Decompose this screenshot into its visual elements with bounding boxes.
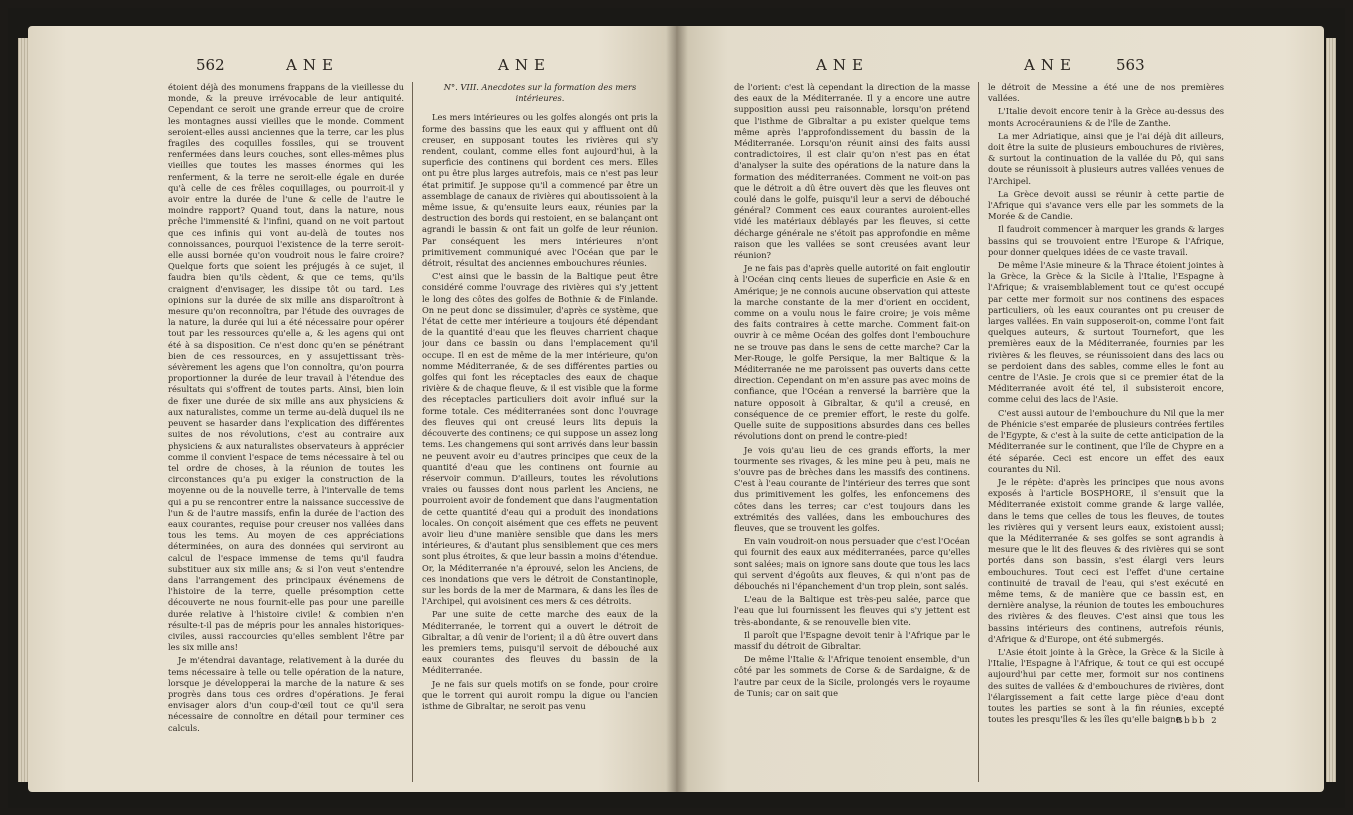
paragraph: Par une suite de cette marche des eaux de la Méditerranée, le torrent qui a ouvert le détroit de Gibraltar, a dû venir de l'orient; il a dû être ouvert dans les premiers tems, puisqu'il servoit de débouché aux eaux courantes des fleuves du bassin de la Méditerranée. [422, 609, 658, 676]
paragraph: L'Asie étoit jointe à la Grèce, la Grèce & la Sicile à l'Italie, l'Espagne à l'Afrique, & tout ce qui est occupé aujourd'hui par cette mer, formoit sur nos continens des suites de vallées & d'embouchures de rivières, dont l'élargissement a fait cette large pièce d'eau dont toutes les parties se sont à la fin réunies, excepté toutes les presqu'îles & les îles qu'elle baigne. [988, 646, 1224, 725]
paragraph: le détroit de Messine a été une de nos premières vallées. [988, 82, 1224, 104]
paragraph: Je le répète: d'après les principes que nous avons exposés à l'article BOSPHORE, il s'ensuit que la Méditerranée existoit comme grande & large vallée, dans le tems que celles de tous les fleuves, de toutes les rivières qui y versent leurs eaux, existoient aussi; que la Méditerranée & ses golfes se sont agrandis à mesure que le lit des fleuves & des rivières qui se sont portés dans son bassin, s'est élargi vers leurs embouchures. Tout ceci est l'effet d'une certaine continuité de travail de l'eau, qui s'est exécuté en même tems, & de manière que ce bassin est, en dernière analyse, la réunion de toutes les embouchures des rivières & des fleuves. C'est ainsi que tous les bassins intérieurs des continens, autrefois réunis, d'Afrique & d'Europe, ont été submergés. [988, 476, 1224, 644]
paragraph: La mer Adriatique, ainsi que je l'ai déjà dit ailleurs, doit être la suite de plusieurs embouchures de rivières, & surtout la continuation de la vallée du Pô, qui sans doute se réunissoit à plusieurs autres vallées venues de l'Archipel. [988, 130, 1224, 186]
right-column-1 [734, 82, 970, 782]
paragraph: De même l'Asie mineure & la Thrace étoient jointes à la Grèce, la Grèce & la Sicile à l'Italie, l'Espagne à l'Afrique; & vraisemblablement tout ce qu'est occupé par cette mer formoit sur nos continens des espaces particuliers, où les eaux courantes ont pu creuser de larges vallées. En vain supposeroit-on, comme l'ont fait quelques auteurs, & surtout Tournefort, que les premières eaux de la Méditerranée, fournies par les rivières & les fleuves, se réunissoient dans des lacs ou se perdoient dans des sables, comme elles le font au centre de l'Asie. Je crois que si ce premier état de la Méditerranée avoit été tel, il subsisteroit encore, comme celui des lacs de l'Asie. [988, 260, 1224, 405]
paragraph: En vain voudroit-on nous persuader que c'est l'Océan qui fournit des eaux aux méditerranées, parce qu'elles sont salées; mais on ignore sans doute que tous les lacs qui servent d'égoûts aux fleuves, & qui n'ont pas de débouchés ni l'épanchement d'un trop plein, sont salés. [734, 536, 970, 591]
book-gutter [666, 26, 688, 792]
left-column-1 [168, 82, 404, 782]
column-rule [412, 82, 413, 782]
left-page-number: 562 [196, 56, 225, 74]
left-column-2 [422, 82, 658, 782]
column-rule [978, 82, 979, 782]
paragraph: La Grèce devoit aussi se réunir à cette partie de l'Afrique qui s'avance vers elle par les sommets de la Morée & de Candie. [988, 188, 1224, 222]
paragraph: Je vois qu'au lieu de ces grands efforts, la mer tourmente ses rivages, & les mine peu à peu, mais ne s'ouvre pas de brèches dans les massifs des continens. C'est à l'eau courante de l'intérieur des terres que sont dus primitivement les golfes, les enfoncemens des côtes dans les terres; car c'est toujours dans les extrémités des vallées, dans les embouchures des fleuves, que se trouvent les golfes. [734, 444, 970, 533]
right-running-head: ANE [816, 56, 869, 74]
paragraph: Il faudroit commencer à marquer les grands & larges bassins qui se trouvoient entre l'Europe & l'Afrique, pour donner quelques idées de ce vaste travail. [988, 224, 1224, 257]
section-heading: N°. VIII. Anecdotes sur la formation des mers intérieures. [443, 82, 637, 104]
paragraph: Je ne fais pas d'après quelle autorité on fait engloutir à l'Océan cinq cents lieues de superficie en Asie & en Amérique; je ne connois aucune observation qui atteste la marche constante de la mer d'orient en occident, comme on a voulu nous le faire croire; je vois même des faits contraires à cette marche. Comment fait-on ouvrir à ce même Océan des golfes dont l'embouchure ne se trouve pas dans le sens de cette marche? Car la Mer-Rouge, le golfe Persique, la mer Baltique & la Méditerranée ne me paroissent pas ouverts dans cette direction. Cependant on m'en assure pas avec moins de confiance, que l'Océan a renversé la barrière que la nature opposoit à Gibraltar, & qu'il a creusé, en conséquence de ce premier effort, le reste du golfe. Quelle suite de suppositions absurdes dans ces belles révolutions dont on prend le contre-pied! [734, 263, 970, 442]
right-page-number: 563 [1116, 56, 1145, 74]
paragraph: Je ne fais sur quels motifs on se fonde, pour croire que le torrent qui auroit rompu la digue ou l'ancien isthme de Gibraltar, ne seroit pas venu [422, 678, 658, 711]
left-page-edge [18, 38, 28, 782]
left-running-head-2: ANE [498, 56, 551, 74]
paragraph: C'est aussi autour de l'embouchure du Nil que la mer de Phénicie s'est emparée de plusieurs contrées fertiles de l'Egypte, & c'est à la suite de cette anticipation de la Méditerranée sur le continent, que l'île de Chypre en a été séparée. Ceci est encore un effet des eaux courantes du Nil. [988, 407, 1224, 474]
left-page [28, 26, 676, 792]
right-page [676, 26, 1324, 792]
paragraph: de l'orient: c'est là cependant la direction de la masse des eaux de la Méditerranée. Il y a encore une autre supposition aussi peu raisonnable, lorsqu'on prétend que l'isthme de Gibraltar a pu exister quelque tems même après l'approfondissement du bassin de la Méditerranée. Lorsqu'on réunit ainsi des faits aussi contradictoires, il est clair qu'on n'est pas en état d'analyser la suite des opérations de la nature dans la formation des méditerranées. Comment ne voit-on pas que le détroit a dû être ouvert dès que les fleuves ont coulé dans le golfe, puisqu'il leur a servi de débouché général? Comment ces eaux courantes auroient-elles vidé les matériaux déblayés par les fleuves, si cette décharge générale ne s'étoit pas approfondie en même raison que les vallées se sont creusées avant leur réunion? [734, 82, 970, 261]
paragraph: C'est ainsi que le bassin de la Baltique peut être considéré comme l'ouvrage des rivières qui s'y jettent le long des côtes des golfes de Bothnie & de Finlande. On ne peut donc se dissimuler, d'après ce système, que l'état de cette mer intérieure a toujours été dépendant de la quantité d'eau que les fleuves charrient chaque jour dans ce bassin ou dans l'emplacement qu'il occupe. Il en est de même de la mer intérieure, qu'on nomme Méditerranée, & de ses différentes parties ou golfes qui font les réceptacles des eaux de chaque rivière & de chaque fleuve, & il est visible que la forme des réceptacles particuliers doit avoir influé sur la forme totale. Ces méditerranées sont donc l'ouvrage des fleuves qui ont creusé leurs lits depuis la découverte des continens; ce qui suppose un assez long tems. Les changemens qui sont arrivés dans leur bassin ne peuvent avoir eu d'autres principes que ceux de la quantité d'eau que les continens ont fournie au réservoir commun. D'ailleurs, toutes les révolutions vraies ou fausses dont nous parlent les Anciens, ne pourroient avoir de fondement que dans l'augmentation de cette quantité d'eau qui a produit des inondations locales. On conçoit aisément que ces effets ne peuvent avoir lieu d'une manière sensible que dans les mers intérieures, & d'autant plus sensiblement que ces mers sont plus étroites, & que leur bassin a moins d'étendue. Or, la Méditerranée n'a éprouvé, selon les Anciens, de ces inondations que vers le détroit de Constantinople, sur les bords de la mer de Marmara, & dans les îles de l'Archipel, qui avoisinent ces mers & ces détroits. [422, 271, 658, 607]
paragraph: étoient déjà des monumens frappans de la vieillesse du monde, & la preuve irrévocable de leur antiquité. Cependant ce seroit une grande erreur que de croire les montagnes aussi vieilles que le monde. Comment seroient-elles aussi anciennes que la terre, car les plus fragiles des coquilles fossiles, qui se trouvent renfermées dans leurs couches, sont elles-mêmes plus vieilles que toutes les masses énormes qui les renferment, & la terre ne seroit-elle égale en durée qu'à celle de ces frêles coquillages, ou pourroit-il y avoir entre la durée de l'une & celle de l'autre le moindre rapport? Quand tout, dans la nature, nous prêche l'immensité & l'infini, quand on ne voit partout que ces infinis qui vont au-delà de toutes nos connoissances, pourquoi l'existence de la terre seroit-elle aussi bornée qu'on voudroit nous le faire croire? Quelque forts que soient les préjugés à ce sujet, il faudra bien qu'ils cèdent, & que ce tems, qu'ils craignent d'envisager, les dissipe tôt ou tard. Les opinions sur la durée de six mille ans disparoîtront à mesure qu'on reconnoîtra, par l'étude des ouvrages de la nature, la durée qui lui a été nécessaire pour opérer tout par les ressources qu'elle a, & les agens qui ont été à sa disposition. Ce n'est donc qu'en se pénétrant bien de ces ressources, en y assujettissant très-sévèrement les agens que l'on connoîtra, qu'on pourra proportionner la durée de leur travail à l'étendue des résultats qui s'offrent de toutes parts. Ainsi, bien loin de fixer une durée de six mille ans aux physiciens & aux naturalistes, comme un terme au-delà duquel ils ne peuvent se hasarder dans l'explication des différentes suites de nos révolutions, c'est au contraire aux physiciens & aux naturalistes observateurs à apprécier comme il convient l'espace de tems nécessaire à tel ou tel ordre de choses, à la réunion de toutes les circonstances qu'a pu exiger la construction de la moyenne ou de la nouvelle terre, à l'intervalle de tems qui a pu se rencontrer entre la naissance successive de l'un & de l'autre massifs, enfin la durée de l'action des eaux courantes, requise pour creuser nos vallées dans tous les tems. Au moyen de ces appréciations déterminées, on aura des données qui serviront au calcul de l'espace immense de tems qu'il faudra substituer aux six mille ans; & si l'on veut s'entendre dans l'arrangement des principaux événemens de l'histoire de la terre, quelle présomption cette découverte ne nous fournit-elle pas pour une pareille durée relative à l'histoire civile! & combien n'en résulte-t-il pas de mépris pour les annales historiques-civiles, aussi raccourcies qu'elles semblent l'être par les six mille ans! [168, 82, 404, 653]
paragraph: L'Italie devoit encore tenir à la Grèce au-dessus des monts Acrocérauniens & de l'île de Zanthe. [988, 106, 1224, 128]
right-running-head-2: ANE [1024, 56, 1077, 74]
paragraph: L'eau de la Baltique est très-peu salée, parce que l'eau que lui fournissent les fleuves qui s'y jettent est très-abondante, & se renouvelle bien vite. [734, 594, 970, 627]
paragraph: Il paroît que l'Espagne devoit tenir à l'Afrique par le massif du détroit de Gibraltar. [734, 629, 970, 651]
right-page-edge [1326, 38, 1336, 782]
paragraph: Je m'étendrai davantage, relativement à la durée du tems nécessaire à telle ou telle opération de la nature, lorsque je développerai la marche de la nature & ses progrès dans tous ces ordres d'opérations. Je ferai envisager alors d'un coup-d'œil tout ce qu'il sera nécessaire de connoître en détail pour terminer ces calculs. [168, 655, 404, 733]
right-column-2 [988, 82, 1224, 782]
paragraph: Les mers intérieures ou les golfes alongés ont pris la forme des bassins que les eaux qui y affluent ont dû creuser, en supposant toutes les rivières qui s'y rendent, coulant, comme elles font aujourd'hui, à la superficie des continens qui bordent ces mers. Elles ont pu être plus larges autrefois, mais ce n'est pas leur état primitif. Je suppose qu'il a commencé par être un assemblage de canaux de rivières qui aboutissoient à la même issue, & qu'ensuite leurs eaux, réunies par la destruction des bords qui restoient, en se balançant ont agrandi le bassin & ont fait un golfe de leur réunion. Par conséquent les mers intérieures n'ont primitivement communiqué avec l'Océan que par le détroit, résultat des anciennes embouchures réunies. [422, 112, 658, 269]
paragraph: De même l'Italie & l'Afrique tenoient ensemble, d'un côté par les sommets de Corse & de Sardaigne, & de l'autre par ceux de la Sicile, prolongés vers le royaume de Tunis; car on sait que [734, 654, 970, 698]
signature-mark: Bbbb 2 [1176, 716, 1219, 726]
left-running-head: ANE [286, 56, 339, 74]
